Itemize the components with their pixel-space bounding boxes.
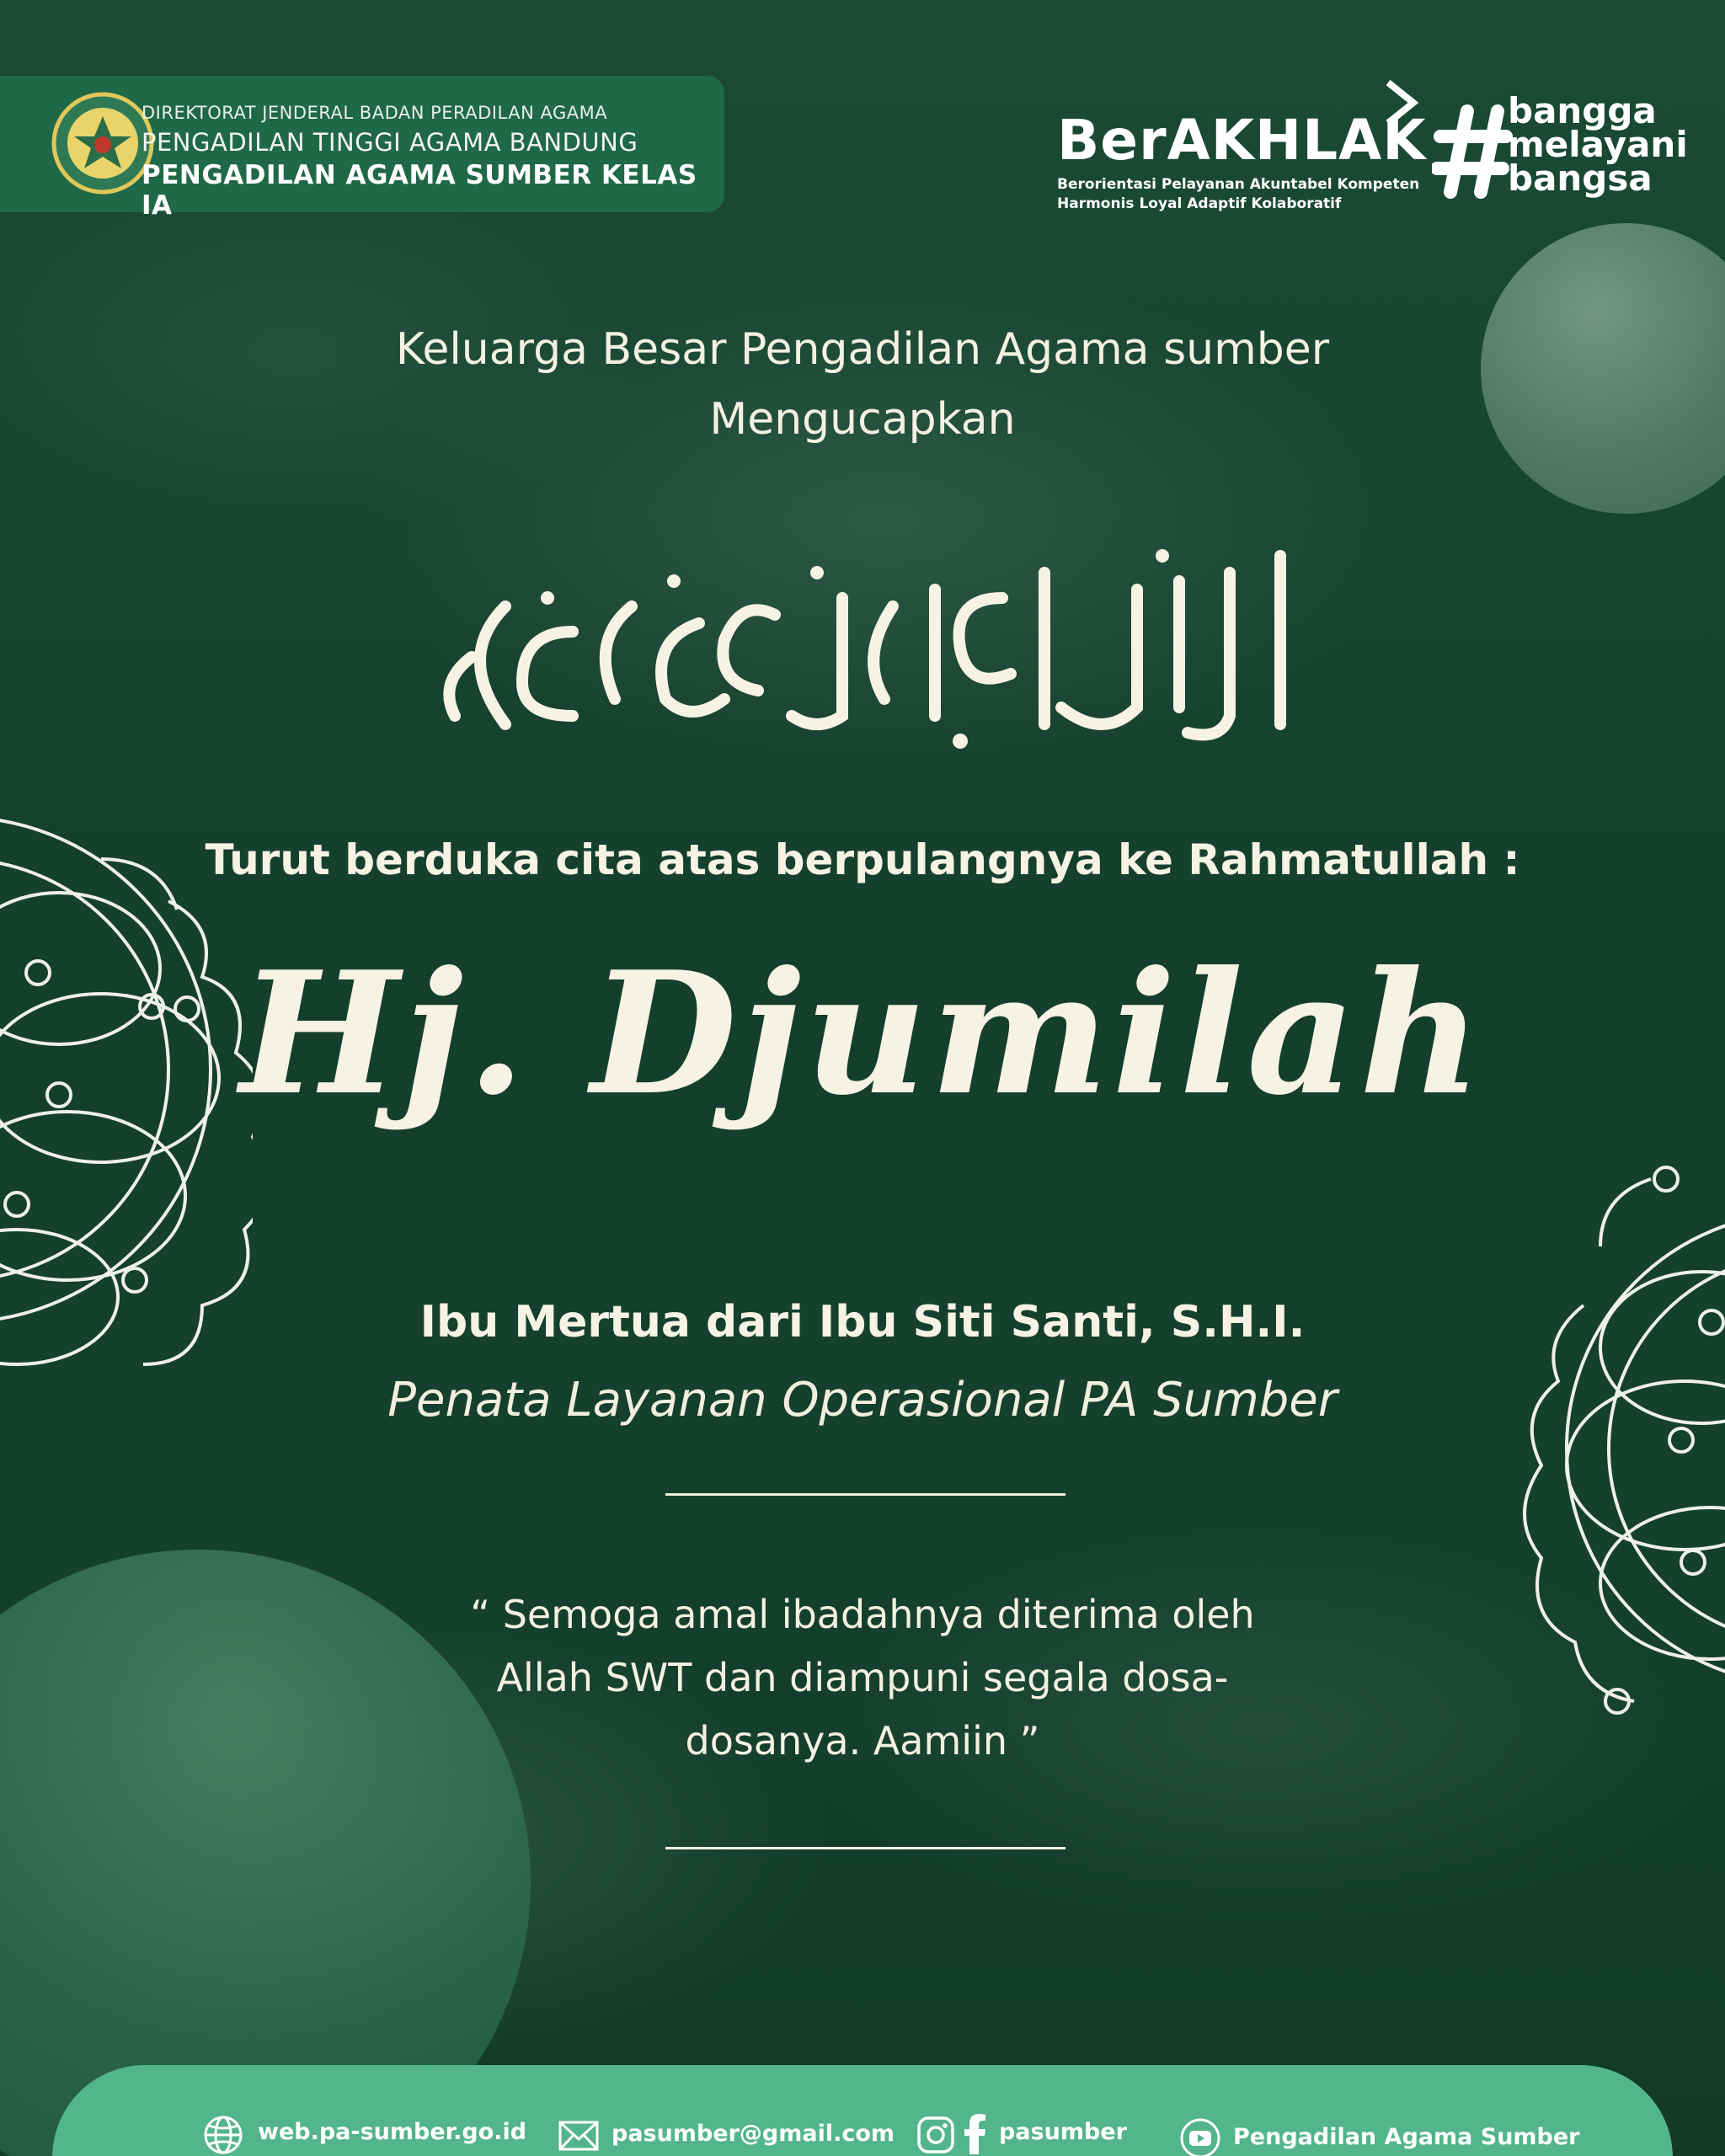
envelope-icon bbox=[558, 2119, 600, 2153]
institution-badge bbox=[0, 76, 724, 221]
arabic-calligraphy bbox=[421, 522, 1314, 766]
instagram-icon bbox=[915, 2114, 957, 2156]
org-line-court: PENGADILAN AGAMA SUMBER KELAS IA bbox=[142, 160, 697, 221]
bangga-melayani-bangsa: bangga melayani bangsa bbox=[1508, 90, 1688, 199]
hashtag-icon bbox=[1432, 101, 1513, 202]
berakhlak-logo: BerAKHLAK bbox=[1057, 108, 1427, 173]
org-line-high-court: PENGADILAN TINGGI AGAMA BANDUNG bbox=[142, 128, 638, 157]
greeting-verb: Mengucapkan bbox=[709, 394, 1016, 445]
contact-footer bbox=[52, 2065, 1673, 2156]
deceased-name: Hj. Djumilah bbox=[239, 935, 1486, 1133]
facebook-icon bbox=[962, 2112, 987, 2154]
family-greeting: Keluarga Besar Pengadilan Agama sumber bbox=[395, 324, 1330, 375]
social-handle[interactable]: pasumber bbox=[999, 2119, 1127, 2145]
chevron-right-icon bbox=[1381, 77, 1420, 128]
condolence-statement: Turut berduka cita atas berpulangnya ke Rahmatullah : bbox=[205, 835, 1520, 884]
prayer-quote: “ Semoga amal ibadahnya diterima oleh Allah SWT dan diampuni segala dosa- dosanya. Aamiin ” bbox=[470, 1592, 1255, 1764]
org-line-directorate: DIREKTORAT JENDERAL BADAN PERADILAN AGAMA bbox=[142, 103, 608, 123]
email-link[interactable]: pasumber@gmail.com bbox=[611, 2121, 895, 2147]
globe-icon bbox=[202, 2114, 244, 2156]
divider-bottom bbox=[665, 1847, 1065, 1849]
berakhlak-values: Berorientasi Pelayanan Akuntabel Kompeten Harmonis Loyal Adaptif Kolaboratif bbox=[1057, 176, 1420, 212]
employee-position: Penata Layanan Operasional PA Sumber bbox=[387, 1373, 1338, 1428]
youtube-channel[interactable]: Pengadilan Agama Sumber bbox=[1233, 2124, 1580, 2150]
mandala-ornament-right bbox=[1482, 1095, 1725, 1769]
youtube-icon bbox=[1179, 2117, 1221, 2156]
website-link[interactable]: web.pa-sumber.go.id bbox=[258, 2119, 527, 2145]
relation-line: Ibu Mertua dari Ibu Siti Santi, S.H.I. bbox=[419, 1297, 1306, 1348]
divider-top bbox=[665, 1493, 1065, 1496]
